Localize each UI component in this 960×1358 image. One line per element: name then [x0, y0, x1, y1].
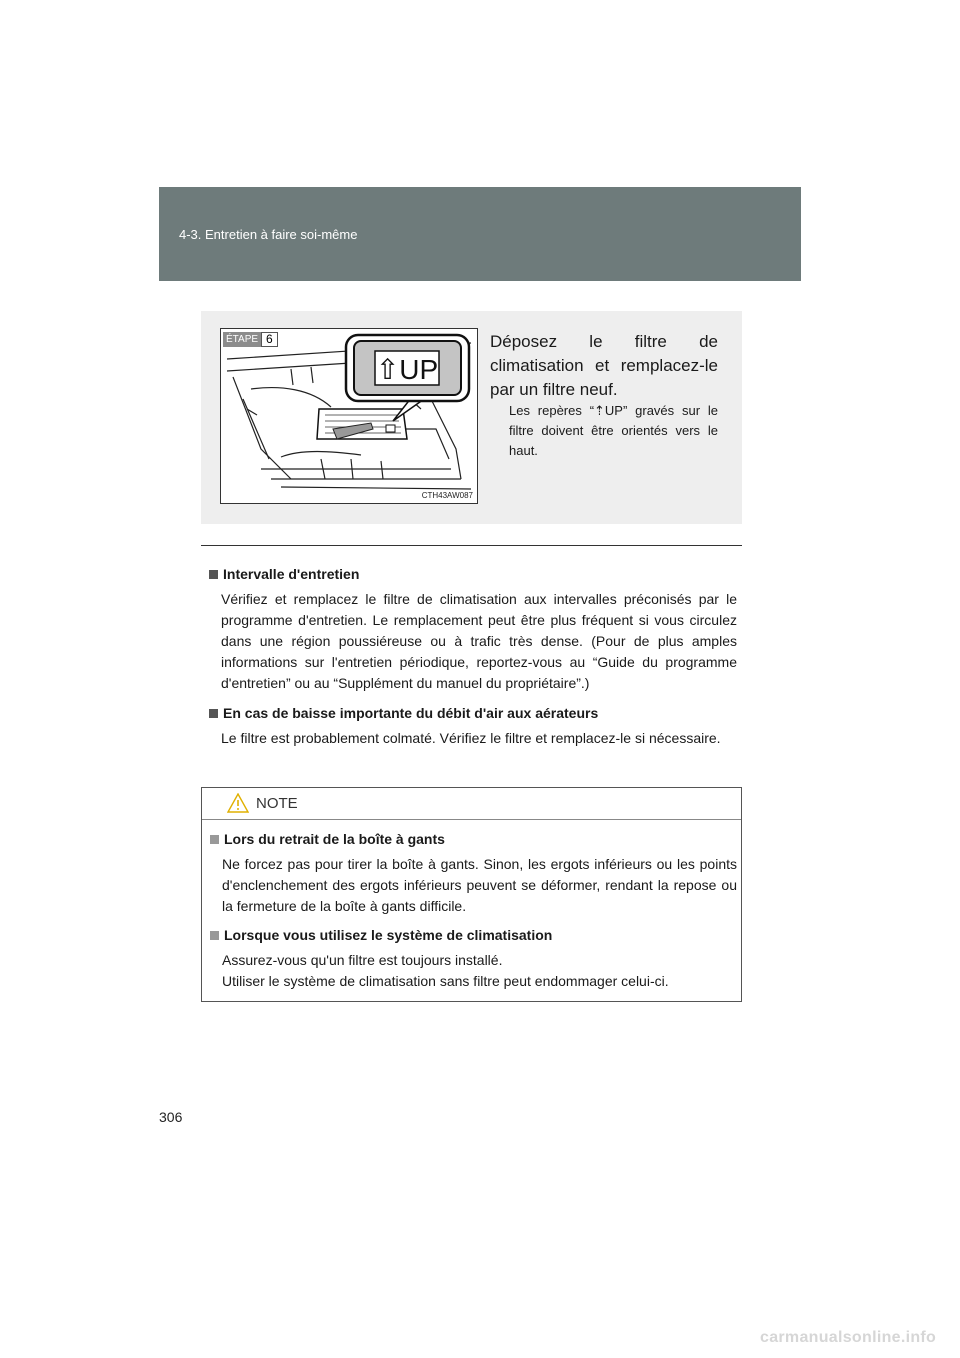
- bullet-square-icon: [209, 570, 218, 579]
- info-heading: [209, 702, 737, 724]
- step-number: 6: [261, 332, 278, 347]
- note-heading: [210, 828, 737, 850]
- note-line: Assurez-vous qu'un filtre est toujours installé.: [222, 952, 503, 968]
- step-instruction: Déposez le filtre de climatisation et remplacez-le par un filtre neuf.: [490, 332, 718, 399]
- note-text: [222, 950, 737, 992]
- info-title: Intervalle d'entretien: [223, 566, 360, 582]
- step-note: Les repères “⇡UP” gravés sur le filtre doivent être orientés vers le haut.: [509, 403, 718, 458]
- note-body: [210, 828, 737, 999]
- step-illustration: [220, 328, 478, 504]
- note-line: Utiliser le système de climatisation sans filtre peut endommager celui-ci.: [222, 973, 669, 989]
- bullet-square-icon: [210, 931, 219, 940]
- info-body: Le filtre est probablement colmaté. Vérifiez le filtre et remplacez-le si nécessaire.: [221, 730, 721, 746]
- note-title: Lorsque vous utilisez le système de climatisation: [224, 927, 553, 943]
- bullet-square-icon: [209, 709, 218, 718]
- info-heading: [209, 563, 737, 585]
- note-label: NOTE: [256, 795, 298, 812]
- watermark: carmanualsonline.info: [760, 1329, 937, 1346]
- callout-up-mark: ⇧UP: [375, 354, 439, 385]
- step-tag: [223, 332, 278, 347]
- filter-illustration: [221, 329, 477, 503]
- step-label: ÉTAPE: [223, 332, 261, 347]
- info-section: [209, 563, 737, 757]
- bullet-square-icon: [210, 835, 219, 844]
- section-header: [159, 187, 801, 281]
- note-text: Ne forcez pas pour tirer la boîte à gants. Sinon, les ergots inférieurs ou les points d'enclenchement des ergots inférieurs peuvent se déformer, rendant la repose ou la fermeture de la boîte à gants difficile.: [222, 856, 737, 914]
- note-heading: [210, 924, 737, 946]
- figure-code: CTH43AW087: [421, 491, 473, 500]
- note-box: [201, 787, 742, 1002]
- divider: [201, 545, 742, 546]
- info-title: En cas de baisse importante du débit d'air aux aérateurs: [223, 705, 599, 721]
- info-body: Vérifiez et remplacez le filtre de climatisation aux intervalles préconisés par le programme d'entretien. Le remplacement peut être plus fréquent si vous circulez dans une région poussiéreuse ou à trafic très dense. (Pour de plus amples informations sur l'entretien périodique, reportez-vous au “Guide du programme d'entretien” ou au “Supplément du manuel du propriétaire”.): [221, 591, 737, 691]
- page-number: 306: [159, 1109, 183, 1125]
- warning-triangle-icon: [227, 793, 249, 813]
- note-header: [202, 788, 741, 820]
- step-panel: [201, 311, 742, 524]
- section-title: 4-3. Entretien à faire soi-même: [179, 227, 358, 242]
- note-title: Lors du retrait de la boîte à gants: [224, 831, 445, 847]
